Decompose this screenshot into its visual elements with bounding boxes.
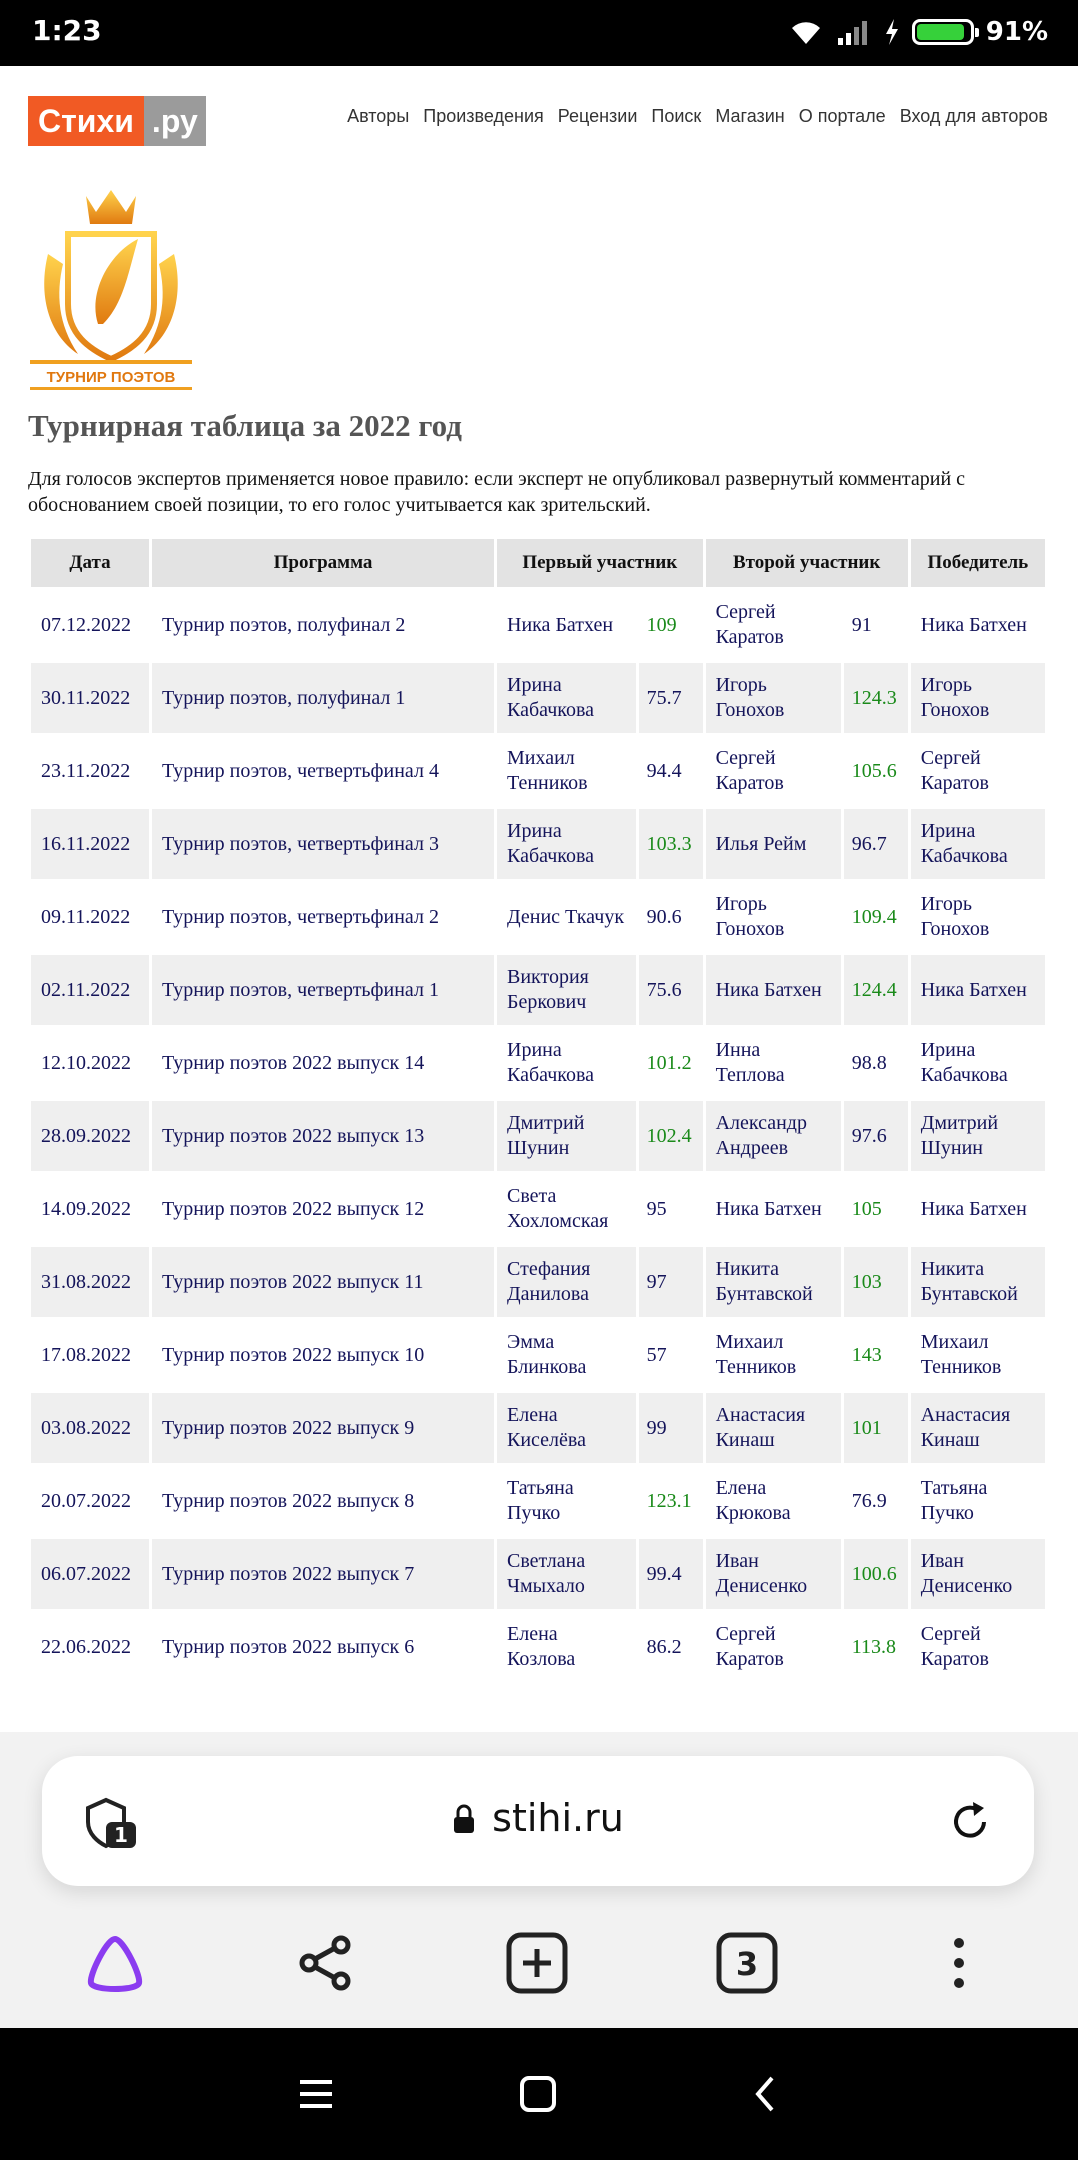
row-first-score: 109 [646, 613, 677, 636]
row-program[interactable]: Турнир поэтов, полуфинал 1 [152, 663, 494, 733]
table-row [31, 1320, 1045, 1390]
table-row [31, 1101, 1045, 1171]
row-winner[interactable]: Анастасия Кинаш [911, 1393, 1045, 1463]
tournament-table [28, 536, 1048, 1685]
nav-login[interactable]: Вход для авторов [899, 106, 1048, 126]
logo-left: Стихи [28, 96, 144, 146]
row-date[interactable]: 09.11.2022 [41, 905, 131, 928]
row-date[interactable]: 07.12.2022 [41, 613, 131, 636]
row-second-score: 98.8 [851, 1051, 887, 1074]
row-first-participant[interactable]: Стефания Данилова [497, 1247, 636, 1317]
row-winner[interactable]: Игорь Гонохов [911, 663, 1045, 733]
row-second-score: 124.3 [844, 663, 908, 733]
back-icon[interactable] [740, 2068, 792, 2120]
row-date[interactable]: 31.08.2022 [31, 1247, 149, 1317]
clock: 1:23 [32, 14, 102, 47]
nav-works[interactable]: Произведения [423, 106, 544, 126]
row-first-score: 102.4 [639, 1101, 703, 1171]
share-button[interactable] [290, 1928, 360, 1998]
row-first-participant[interactable]: Дмитрий Шунин [497, 1101, 636, 1171]
row-second-participant[interactable]: Иван Денисенко [706, 1539, 841, 1609]
row-second-score: 105.6 [851, 759, 897, 782]
row-winner[interactable]: Татьяна Пучко [920, 1477, 988, 1524]
menu-button[interactable] [924, 1928, 994, 1998]
row-date[interactable]: 03.08.2022 [31, 1393, 149, 1463]
tournament-emblem [28, 184, 194, 394]
row-date[interactable]: 30.11.2022 [31, 663, 149, 733]
row-program[interactable]: Турнир поэтов 2022 выпуск 12 [162, 1197, 425, 1220]
intro-text: Для голосов экспертов применяется новое правило: если эксперт не опубликовал развернутый комментарий с обоснованием своей позиции, то его голос учитывается как зрительский. [28, 468, 966, 516]
emblem-text: ТУРНИР ПОЭТОВ [46, 369, 176, 386]
menu-lines-icon[interactable] [290, 2068, 342, 2120]
battery-icon [912, 19, 974, 45]
nav-authors[interactable]: Авторы [347, 106, 410, 126]
row-program[interactable]: Турнир поэтов 2022 выпуск 10 [162, 1343, 425, 1366]
row-second-participant[interactable]: Сергей Каратов [715, 1623, 784, 1670]
nav-reviews[interactable]: Рецензии [557, 106, 638, 126]
row-second-score: 124.4 [844, 955, 908, 1025]
nav-about[interactable]: О портале [798, 106, 886, 126]
table-row [31, 590, 1045, 660]
lock-icon [452, 1804, 476, 1834]
row-program[interactable]: Турнир поэтов, четвертьфинал 4 [162, 759, 439, 782]
row-first-score: 86.2 [646, 1635, 682, 1658]
row-first-participant[interactable]: Виктория Беркович [497, 955, 636, 1025]
row-second-score: 100.6 [844, 1539, 908, 1609]
row-date[interactable]: 28.09.2022 [31, 1101, 149, 1171]
row-first-score: 123.1 [646, 1489, 692, 1512]
table-row [31, 809, 1045, 879]
row-winner[interactable]: Никита Бунтавской [911, 1247, 1045, 1317]
row-date[interactable]: 06.07.2022 [31, 1539, 149, 1609]
browser-toolbar [0, 1900, 1078, 2028]
row-first-participant[interactable]: Ирина Кабачкова [497, 663, 636, 733]
table-row [31, 1174, 1045, 1244]
row-first-score: 99.4 [639, 1539, 703, 1609]
row-winner[interactable]: Ника Батхен [920, 613, 1027, 636]
row-date[interactable]: 20.07.2022 [41, 1489, 131, 1512]
row-first-score: 95 [646, 1197, 667, 1220]
row-winner[interactable]: Сергей Каратов [920, 1623, 989, 1670]
new-tab-button[interactable] [502, 1928, 572, 1998]
row-date[interactable]: 14.09.2022 [41, 1197, 131, 1220]
row-second-score: 76.9 [851, 1489, 887, 1512]
row-second-participant[interactable]: Михаил Тенников [715, 1331, 797, 1378]
table-row [31, 1247, 1045, 1317]
tab-count: 3 [735, 1945, 759, 1983]
row-second-participant[interactable]: Анастасия Кинаш [706, 1393, 841, 1463]
row-program[interactable]: Турнир поэтов, четвертьфинал 2 [162, 905, 439, 928]
row-second-participant[interactable]: Елена Крюкова [715, 1477, 791, 1524]
more-vertical-icon [927, 1931, 991, 1995]
row-first-participant[interactable]: Елена Козлова [507, 1623, 576, 1670]
row-second-participant[interactable]: Сергей Каратов [715, 601, 784, 648]
alice-button[interactable] [80, 1928, 150, 1998]
table-header [31, 539, 1045, 587]
row-second-participant[interactable]: Игорь Гонохов [715, 893, 785, 940]
row-second-score: 96.7 [844, 809, 908, 879]
row-program[interactable]: Турнир поэтов, четвертьфинал 3 [152, 809, 494, 879]
row-date[interactable]: 16.11.2022 [31, 809, 149, 879]
row-second-participant[interactable]: Инна Теплова [715, 1039, 785, 1086]
tabs-button[interactable] [712, 1928, 782, 1998]
row-program[interactable]: Турнир поэтов 2022 выпуск 9 [152, 1393, 494, 1463]
table-row [31, 1466, 1045, 1536]
table-row [31, 1393, 1045, 1463]
home-icon[interactable] [512, 2068, 564, 2120]
page-title: Турнирная таблица за 2022 год [28, 408, 462, 443]
status-bar [0, 0, 1078, 66]
row-first-participant[interactable]: Светлана Чмыхало [497, 1539, 636, 1609]
battery-fill [917, 24, 964, 40]
row-winner[interactable]: Ника Батхен [920, 1197, 1027, 1220]
charging-icon [884, 18, 900, 46]
row-program[interactable]: Турнир поэтов 2022 выпуск 7 [152, 1539, 494, 1609]
table-row [31, 882, 1045, 952]
row-date[interactable]: 02.11.2022 [31, 955, 149, 1025]
row-first-participant[interactable]: Михаил Тенников [507, 747, 588, 794]
row-winner[interactable]: Ника Батхен [911, 955, 1045, 1025]
url-text: stihi.ru [492, 1796, 624, 1840]
reload-icon[interactable] [946, 1798, 994, 1846]
row-second-score: 103 [844, 1247, 908, 1317]
row-second-score: 91 [851, 613, 872, 636]
row-second-score: 97.6 [844, 1101, 908, 1171]
row-first-participant[interactable]: Денис Ткачук [507, 905, 625, 928]
table-row [31, 1539, 1045, 1609]
row-second-participant[interactable]: Александр Андреев [706, 1101, 841, 1171]
row-first-score: 75.7 [639, 663, 703, 733]
system-nav-bar [0, 2028, 1078, 2160]
row-first-participant[interactable]: Ирина Кабачкова [497, 809, 636, 879]
row-date[interactable]: 22.06.2022 [41, 1635, 131, 1658]
table-row [31, 663, 1045, 733]
address-bar[interactable] [42, 1756, 1034, 1886]
wifi-icon [788, 18, 824, 46]
row-winner[interactable]: Ирина Кабачкова [920, 1039, 1008, 1086]
row-first-participant[interactable]: Ирина Кабачкова [507, 1039, 595, 1086]
row-program[interactable]: Турнир поэтов 2022 выпуск 6 [162, 1635, 415, 1658]
col-second: Второй участник [706, 539, 908, 587]
col-winner: Победитель [911, 539, 1045, 587]
shield-badge: 1 [114, 1823, 128, 1847]
row-first-score: 57 [646, 1343, 667, 1366]
top-nav [347, 106, 1048, 127]
battery-percent: 91% [985, 17, 1048, 47]
col-first: Первый участник [497, 539, 703, 587]
row-winner[interactable]: Игорь Гонохов [920, 893, 990, 940]
row-second-score: 113.8 [851, 1635, 896, 1658]
row-program[interactable]: Турнир поэтов, полуфинал 2 [162, 613, 406, 636]
plus-square-icon [505, 1931, 569, 1995]
signal-icon [836, 18, 872, 46]
row-first-participant[interactable]: Света Хохломская [507, 1185, 609, 1232]
row-first-score: 103.3 [639, 809, 703, 879]
row-date[interactable]: 17.08.2022 [41, 1343, 131, 1366]
row-second-participant[interactable]: Игорь Гонохов [706, 663, 841, 733]
row-program[interactable]: Турнир поэтов, четвертьфинал 1 [152, 955, 494, 1025]
col-date: Дата [31, 539, 149, 587]
site-logo[interactable] [28, 96, 206, 146]
row-date[interactable]: 12.10.2022 [41, 1051, 131, 1074]
row-program[interactable]: Турнир поэтов 2022 выпуск 14 [162, 1051, 425, 1074]
row-second-participant[interactable]: Сергей Каратов [715, 747, 784, 794]
col-program: Программа [152, 539, 494, 587]
row-first-score: 90.6 [646, 905, 682, 928]
row-first-score: 99 [639, 1393, 703, 1463]
tabs-icon [715, 1931, 779, 1995]
nav-shop[interactable]: Магазин [715, 106, 785, 126]
row-second-score: 101 [844, 1393, 908, 1463]
row-first-participant[interactable]: Елена Киселёва [497, 1393, 636, 1463]
table-row [31, 955, 1045, 1025]
table-row [31, 736, 1045, 806]
row-second-participant[interactable]: Илья Рейм [706, 809, 841, 879]
row-first-participant[interactable]: Татьяна Пучко [507, 1477, 574, 1524]
row-winner[interactable]: Дмитрий Шунин [911, 1101, 1045, 1171]
row-second-participant[interactable]: Ника Батхен [715, 1197, 822, 1220]
row-winner[interactable]: Михаил Тенников [920, 1331, 1002, 1378]
row-program[interactable]: Турнир поэтов 2022 выпуск 11 [152, 1247, 494, 1317]
logo-right: .ру [144, 96, 206, 146]
share-icon [293, 1931, 357, 1995]
row-first-score: 75.6 [639, 955, 703, 1025]
nav-search[interactable]: Поиск [651, 106, 702, 126]
row-first-participant[interactable]: Ника Батхен [507, 613, 614, 636]
row-winner[interactable]: Ирина Кабачкова [911, 809, 1045, 879]
table-row [31, 1028, 1045, 1098]
row-first-score: 94.4 [646, 759, 682, 782]
table-row [31, 1612, 1045, 1682]
row-second-participant[interactable]: Ника Батхен [706, 955, 841, 1025]
row-first-participant[interactable]: Эмма Блинкова [507, 1331, 587, 1378]
row-winner[interactable]: Сергей Каратов [920, 747, 989, 794]
row-second-score: 105 [851, 1197, 882, 1220]
row-date[interactable]: 23.11.2022 [41, 759, 131, 782]
row-program[interactable]: Турнир поэтов 2022 выпуск 8 [162, 1489, 415, 1512]
row-program[interactable]: Турнир поэтов 2022 выпуск 13 [152, 1101, 494, 1171]
row-second-participant[interactable]: Никита Бунтавской [706, 1247, 841, 1317]
row-first-score: 101.2 [646, 1051, 692, 1074]
row-winner[interactable]: Иван Денисенко [911, 1539, 1045, 1609]
web-page [0, 66, 1078, 1732]
row-first-score: 97 [639, 1247, 703, 1317]
alice-icon [83, 1931, 147, 1995]
row-second-score: 109.4 [851, 905, 897, 928]
row-second-score: 143 [851, 1343, 882, 1366]
